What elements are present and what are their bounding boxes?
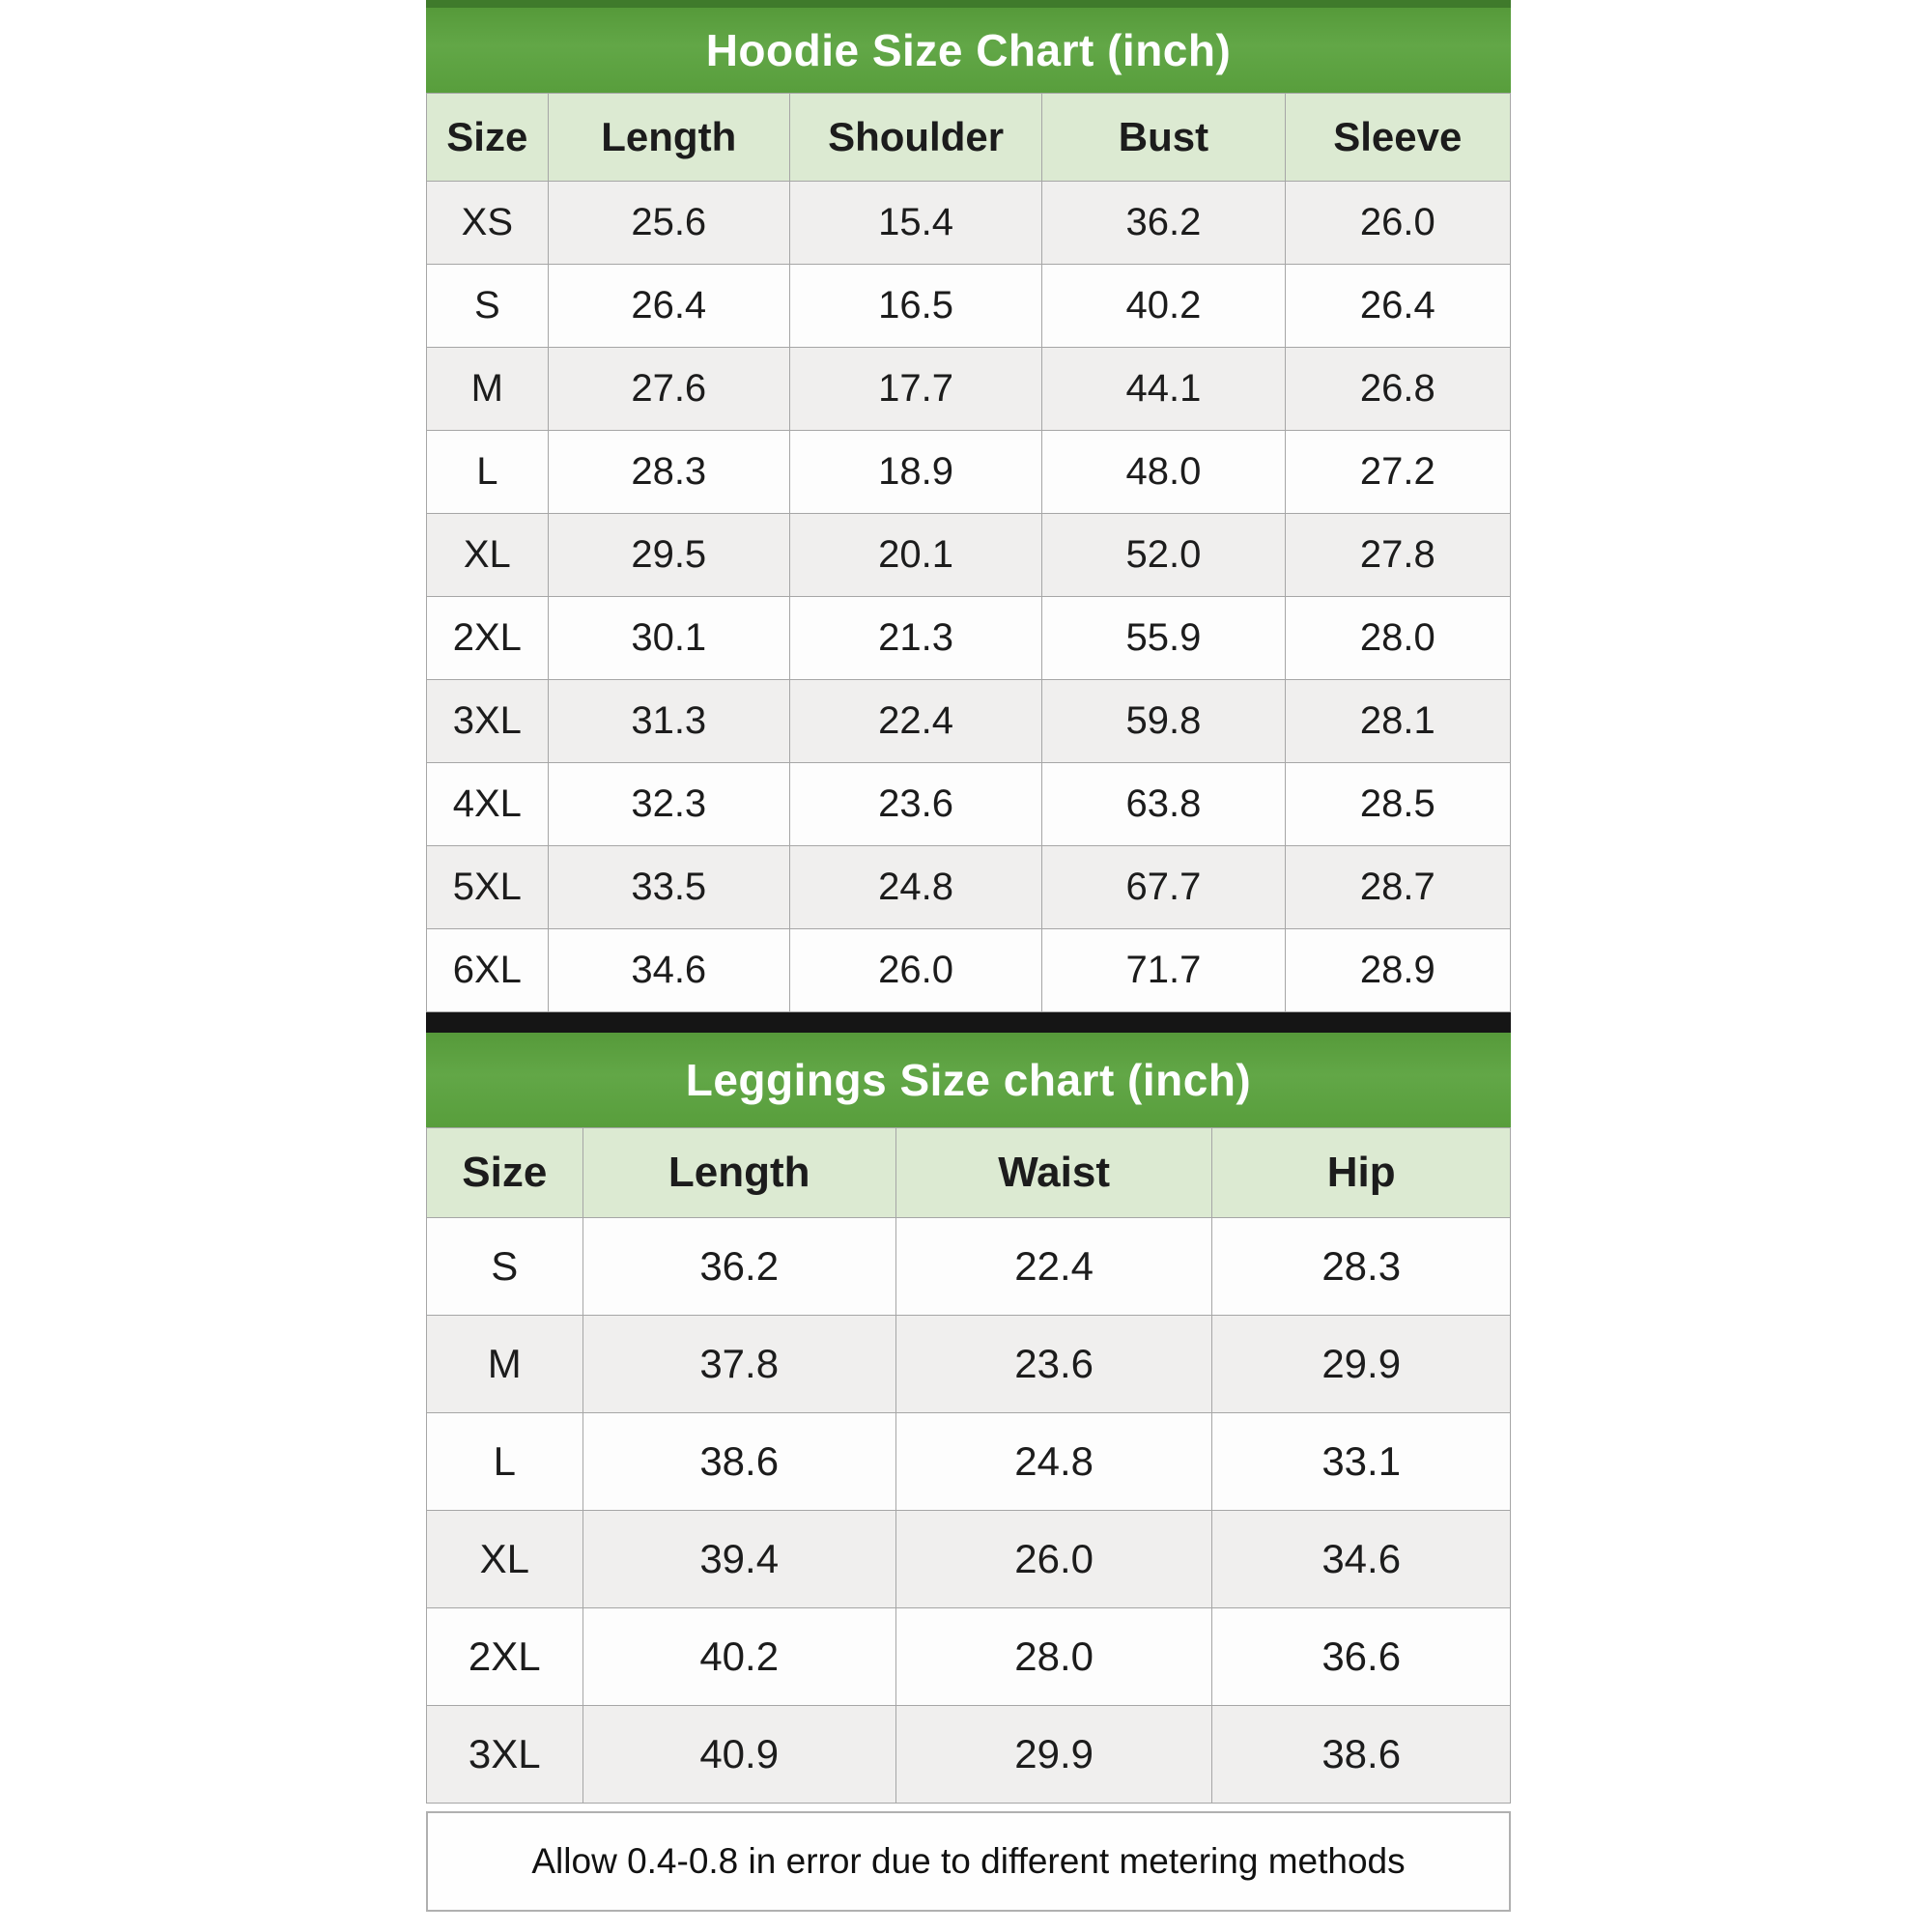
- measurement-cell: 22.4: [789, 680, 1041, 763]
- measurement-cell: 48.0: [1042, 431, 1285, 514]
- size-row: [427, 1511, 1511, 1608]
- size-chart-sheet: [426, 0, 1511, 1912]
- measurement-cell: 36.2: [1042, 182, 1285, 265]
- measurement-cell: 67.7: [1042, 846, 1285, 929]
- table-divider-bar: [426, 1012, 1511, 1033]
- measurement-cell: 28.3: [548, 431, 789, 514]
- size-row: [427, 1218, 1511, 1316]
- measurement-cell: 33.1: [1212, 1413, 1511, 1511]
- measurement-cell: 31.3: [548, 680, 789, 763]
- measurement-cell: 26.4: [1285, 265, 1510, 348]
- size-row: [427, 1413, 1511, 1511]
- measurement-cell: 59.8: [1042, 680, 1285, 763]
- size-row: [427, 763, 1511, 846]
- size-label-cell: S: [427, 265, 549, 348]
- measurement-cell: 28.5: [1285, 763, 1510, 846]
- measurement-cell: 30.1: [548, 597, 789, 680]
- hoodie-chart-title: Hoodie Size Chart (inch): [426, 0, 1511, 93]
- measurement-cell: 26.8: [1285, 348, 1510, 431]
- measurement-cell: 40.9: [582, 1706, 895, 1804]
- size-row: [427, 182, 1511, 265]
- size-row: [427, 597, 1511, 680]
- measurement-cell: 17.7: [789, 348, 1041, 431]
- measurement-cell: 34.6: [1212, 1511, 1511, 1608]
- size-row: [427, 846, 1511, 929]
- size-row: [427, 1608, 1511, 1706]
- size-label-cell: 3XL: [427, 1706, 583, 1804]
- size-label-cell: 6XL: [427, 929, 549, 1012]
- measurement-cell: 26.4: [548, 265, 789, 348]
- measurement-cell: 34.6: [548, 929, 789, 1012]
- size-row: [427, 1706, 1511, 1804]
- measurement-cell: 33.5: [548, 846, 789, 929]
- size-row: [427, 431, 1511, 514]
- measurement-cell: 36.2: [582, 1218, 895, 1316]
- size-row: [427, 348, 1511, 431]
- column-header: Waist: [895, 1128, 1212, 1218]
- measurement-cell: 28.0: [895, 1608, 1212, 1706]
- size-label-cell: 2XL: [427, 1608, 583, 1706]
- size-row: [427, 265, 1511, 348]
- leggings-chart-title: Leggings Size chart (inch): [426, 1033, 1511, 1127]
- size-label-cell: S: [427, 1218, 583, 1316]
- size-label-cell: 4XL: [427, 763, 549, 846]
- size-row: [427, 1316, 1511, 1413]
- measurement-cell: 23.6: [789, 763, 1041, 846]
- measurement-cell: 29.9: [895, 1706, 1212, 1804]
- leggings-header-row: [427, 1128, 1511, 1218]
- tolerance-note: Allow 0.4-0.8 in error due to different metering methods: [426, 1811, 1511, 1912]
- measurement-cell: 27.2: [1285, 431, 1510, 514]
- size-label-cell: XL: [427, 1511, 583, 1608]
- measurement-cell: 44.1: [1042, 348, 1285, 431]
- size-label-cell: XL: [427, 514, 549, 597]
- measurement-cell: 29.9: [1212, 1316, 1511, 1413]
- measurement-cell: 40.2: [582, 1608, 895, 1706]
- size-label-cell: L: [427, 431, 549, 514]
- hoodie-size-table: [426, 93, 1511, 1012]
- measurement-cell: 16.5: [789, 265, 1041, 348]
- measurement-cell: 28.1: [1285, 680, 1510, 763]
- measurement-cell: 38.6: [582, 1413, 895, 1511]
- column-header: Size: [427, 1128, 583, 1218]
- measurement-cell: 28.3: [1212, 1218, 1511, 1316]
- measurement-cell: 24.8: [789, 846, 1041, 929]
- hoodie-header-row: [427, 94, 1511, 182]
- size-row: [427, 929, 1511, 1012]
- measurement-cell: 27.6: [548, 348, 789, 431]
- measurement-cell: 28.0: [1285, 597, 1510, 680]
- measurement-cell: 38.6: [1212, 1706, 1511, 1804]
- column-header: Length: [582, 1128, 895, 1218]
- measurement-cell: 40.2: [1042, 265, 1285, 348]
- column-header: Size: [427, 94, 549, 182]
- size-label-cell: M: [427, 1316, 583, 1413]
- measurement-cell: 21.3: [789, 597, 1041, 680]
- measurement-cell: 20.1: [789, 514, 1041, 597]
- column-header: Shoulder: [789, 94, 1041, 182]
- measurement-cell: 32.3: [548, 763, 789, 846]
- measurement-cell: 26.0: [895, 1511, 1212, 1608]
- column-header: Length: [548, 94, 789, 182]
- column-header: Bust: [1042, 94, 1285, 182]
- size-label-cell: L: [427, 1413, 583, 1511]
- measurement-cell: 39.4: [582, 1511, 895, 1608]
- measurement-cell: 26.0: [789, 929, 1041, 1012]
- column-header: Sleeve: [1285, 94, 1510, 182]
- measurement-cell: 22.4: [895, 1218, 1212, 1316]
- leggings-size-table: [426, 1127, 1511, 1804]
- measurement-cell: 63.8: [1042, 763, 1285, 846]
- size-label-cell: 2XL: [427, 597, 549, 680]
- measurement-cell: 55.9: [1042, 597, 1285, 680]
- size-row: [427, 680, 1511, 763]
- size-label-cell: M: [427, 348, 549, 431]
- measurement-cell: 28.7: [1285, 846, 1510, 929]
- measurement-cell: 24.8: [895, 1413, 1212, 1511]
- measurement-cell: 29.5: [548, 514, 789, 597]
- measurement-cell: 18.9: [789, 431, 1041, 514]
- measurement-cell: 36.6: [1212, 1608, 1511, 1706]
- size-label-cell: XS: [427, 182, 549, 265]
- measurement-cell: 23.6: [895, 1316, 1212, 1413]
- measurement-cell: 28.9: [1285, 929, 1510, 1012]
- size-label-cell: 5XL: [427, 846, 549, 929]
- measurement-cell: 25.6: [548, 182, 789, 265]
- measurement-cell: 71.7: [1042, 929, 1285, 1012]
- column-header: Hip: [1212, 1128, 1511, 1218]
- measurement-cell: 27.8: [1285, 514, 1510, 597]
- measurement-cell: 52.0: [1042, 514, 1285, 597]
- measurement-cell: 26.0: [1285, 182, 1510, 265]
- measurement-cell: 15.4: [789, 182, 1041, 265]
- hoodie-size-chart: [426, 0, 1511, 1012]
- leggings-size-chart: [426, 1033, 1511, 1804]
- measurement-cell: 37.8: [582, 1316, 895, 1413]
- size-label-cell: 3XL: [427, 680, 549, 763]
- size-row: [427, 514, 1511, 597]
